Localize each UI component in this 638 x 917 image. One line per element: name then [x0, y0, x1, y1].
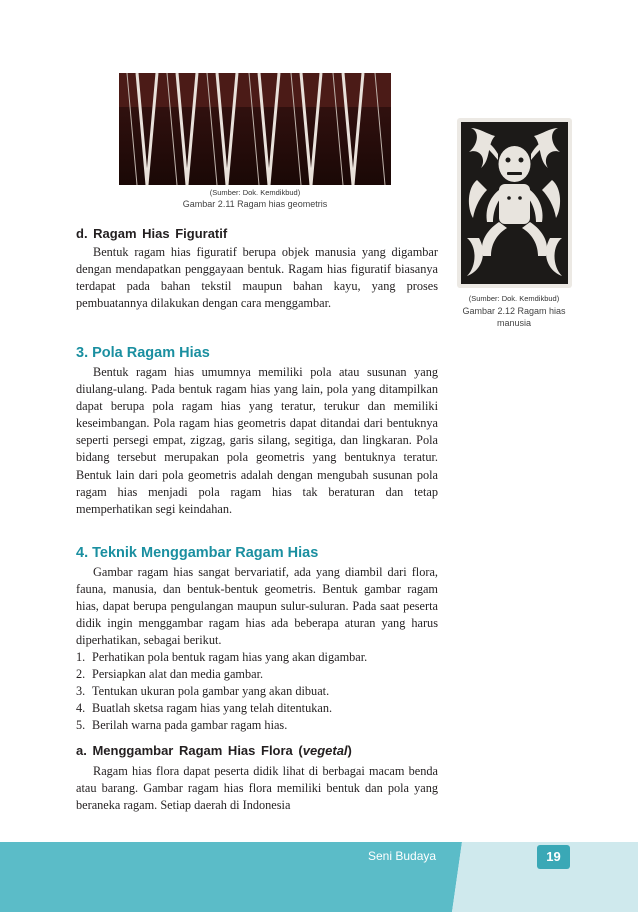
footer-book-title: Seni Budaya — [368, 849, 437, 863]
list-item — [76, 717, 438, 734]
step-number: 4. — [76, 701, 86, 716]
section-a-heading-text: a. Menggambar Ragam Hias Flora ( — [76, 743, 303, 758]
step-number: 2. — [76, 667, 86, 682]
section-3-text: Bentuk ragam hias umumnya memiliki pola atau susunan yang diulang-ulang. Pada bentuk ragam hias yang lain, pola yang ditampilkan dapat berupa pola ragam hias yang teratur, terukur dan memiliki keseimbangan. Pola ragam hias geometris dapat ditandai dari bentuknya seperti persegi empat, zigzag, garis silang, segitiga, dan lingkaran. Pola bidang tersebut merupakan pola geometris yang bentuknya teratur. Bentuk lain dari pola geometris adalah dengan mengubah susunan pola ragam hias menjadi pola ragam hias tak beraturan dan tetap memperhatikan segi keindahan. — [76, 365, 438, 516]
section-a-text: Ragam hias flora dapat peserta didik lihat di berbagai macam benda atau barang. Gambar ragam hias flora memiliki bentuk dan pola yang beraneka ragam. Setiap daerah di Indonesia — [76, 764, 438, 813]
page-number: 19 — [546, 849, 561, 864]
step-text: Berilah warna pada gambar ragam hias. — [92, 718, 288, 733]
step-number: 1. — [76, 650, 86, 664]
figure-human-image — [457, 118, 572, 288]
section-3-heading: 3. Pola Ragam Hias — [76, 345, 210, 361]
step-text: Persiapkan alat dan media gambar. — [92, 667, 264, 682]
section-4-paragraph — [76, 564, 438, 649]
step-text: Perhatikan pola bentuk ragam hias yang akan digambar. — [92, 650, 368, 664]
page-number-badge — [537, 845, 570, 869]
section-4-heading: 4. Teknik Menggambar Ragam Hias — [76, 545, 319, 561]
list-item — [76, 700, 438, 717]
section-a-heading — [76, 743, 352, 758]
figure-2-caption-line1: Gambar 2.12 Ragam hias — [462, 306, 566, 316]
section-d-heading: d. Ragam Hias Figuratif — [76, 226, 228, 241]
section-a-heading-italic: vegetal — [302, 743, 348, 758]
list-item — [76, 666, 438, 683]
geometric-pattern-graphic — [119, 73, 391, 185]
section-a-paragraph — [76, 763, 438, 814]
list-item — [76, 649, 438, 666]
figure-1-source: (Sumber: Dok. Kemdikbud) — [209, 188, 301, 197]
section-d-paragraph — [76, 244, 438, 312]
section-d-text: Bentuk ragam hias figuratif berupa objek manusia yang digambar dengan mendapatkan penggayaan bentuk. Ragam hias figuratif biasanya terdapat pada bahan tekstil maupun bahan kayu, yang proses pembuatannya dilakukan dengan cara menggambar. — [76, 245, 438, 311]
step-number: 3. — [76, 684, 86, 699]
section-3-paragraph — [76, 364, 438, 518]
list-item — [76, 683, 438, 700]
section-4-text: Gambar ragam hias sangat bervariatif, ada yang diambil dari flora, fauna, manusia, dan bentuk-bentuk geometris. Bentuk gambar ragam hias, dapat berupa pengulangan maupun sulur-suluran. Pada saat peserta didik ingin menggambar ragam hias ada beberapa aturan yang harus diperhatikan, sebagai berikut. — [76, 565, 438, 648]
figure-1-caption: Gambar 2.11 Ragam hias geometris — [182, 199, 328, 209]
human-ornament-graphic — [457, 118, 572, 288]
step-number: 5. — [76, 718, 86, 733]
figure-2-caption-line2: manusia — [496, 318, 532, 328]
figure-2-source: (Sumber: Dok. Kemdikbud) — [468, 294, 560, 303]
figure-geometric-image — [119, 73, 391, 185]
step-text: Tentukan ukuran pola gambar yang akan dibuat. — [92, 684, 330, 699]
step-text: Buatlah sketsa ragam hias yang telah ditentukan. — [92, 701, 333, 716]
steps-list — [76, 649, 438, 734]
section-a-heading-end: ) — [347, 743, 352, 758]
